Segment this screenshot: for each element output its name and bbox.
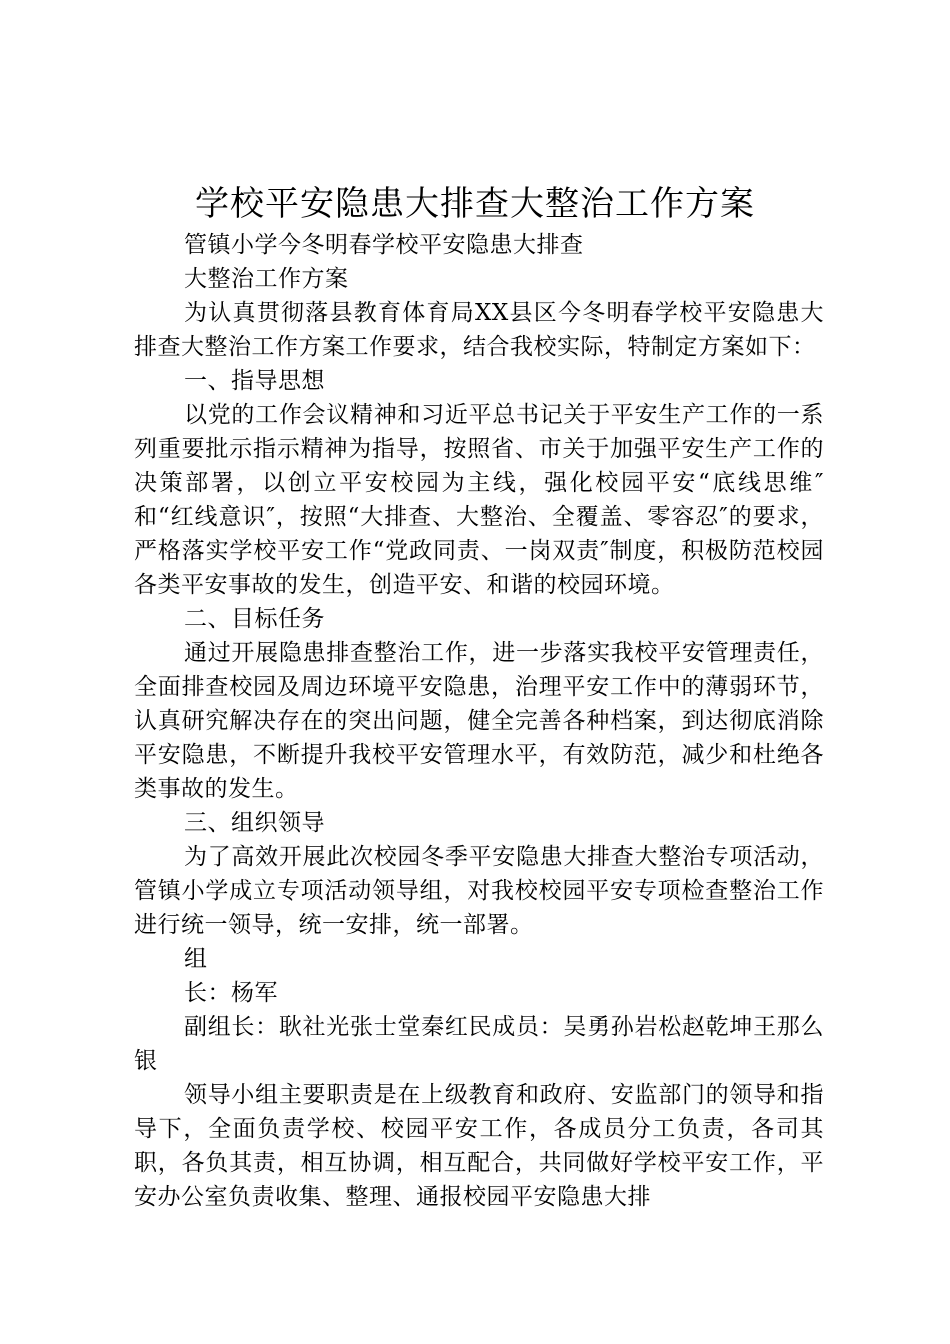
section-heading-organization: 三、组织领导 <box>184 810 325 836</box>
leadership-duties-paragraph: 领导小组主要职责是在上级教育和政府、安监部门的领导和指导下，全面负责学校、校园平安工作，各成员分工负责，各司其职，各负其责，相互协调，相互配合，共同做好学校平安工作，平安办公室负责收集、整理、通报校园平安隐患大排 <box>134 1082 824 1210</box>
goals-paragraph: 通过开展隐患排查整治工作，进一步落实我校平安管理责任，全面排查校园及周边环境平安隐患，治理平安工作中的薄弱环节，认真研究解决存在的突出问题，健全完善各种档案，到达彻底消除平安隐患，不断提升我校平安管理水平，有效防范，减少和杜绝各类事故的发生。 <box>134 640 824 802</box>
document-title: 学校平安隐患大排查大整治工作方案 <box>195 184 755 224</box>
section-heading-goals: 二、目标任务 <box>184 606 325 632</box>
subtitle-line-2: 大整治工作方案 <box>184 266 349 292</box>
guiding-thought-paragraph: 以党的工作会议精神和习近平总书记关于平安生产工作的一系列重要批示指示精神为指导，按照省、市关于加强平安生产工作的决策部署，以创立平安校园为主线，强化校园平安“底线思维″和“红线意识″，按照“大排查、大整治、全覆盖、零容忍″的要求，严格落实学校平安工作“党政同责、一岗双责″制度，积极防范校园各类平安事故的发生，创造平安、和谐的校园环境。 <box>134 402 824 598</box>
organization-paragraph: 为了高效开展此次校园冬季平安隐患大排查大整治专项活动，管镇小学成立专项活动领导组，对我校校园平安专项检查整治工作进行统一领导，统一安排，统一部署。 <box>134 844 824 938</box>
subtitle-line-1: 管镇小学今冬明春学校平安隐患大排查 <box>184 232 584 258</box>
group-leader-line: 长：杨军 <box>184 980 278 1006</box>
group-label-line: 组 <box>184 946 208 972</box>
section-heading-guiding-thought: 一、指导思想 <box>184 368 325 394</box>
deputy-leaders-members-line: 副组长：耿社光张士堂秦红民成员：吴勇孙岩松赵乾坤王那么银 <box>134 1014 824 1074</box>
document-body <box>134 228 824 1214</box>
intro-paragraph: 为认真贯彻落县教育体育局XX县区今冬明春学校平安隐患大排查大整治工作方案工作要求，结合我校实际，特制定方案如下： <box>134 300 824 360</box>
